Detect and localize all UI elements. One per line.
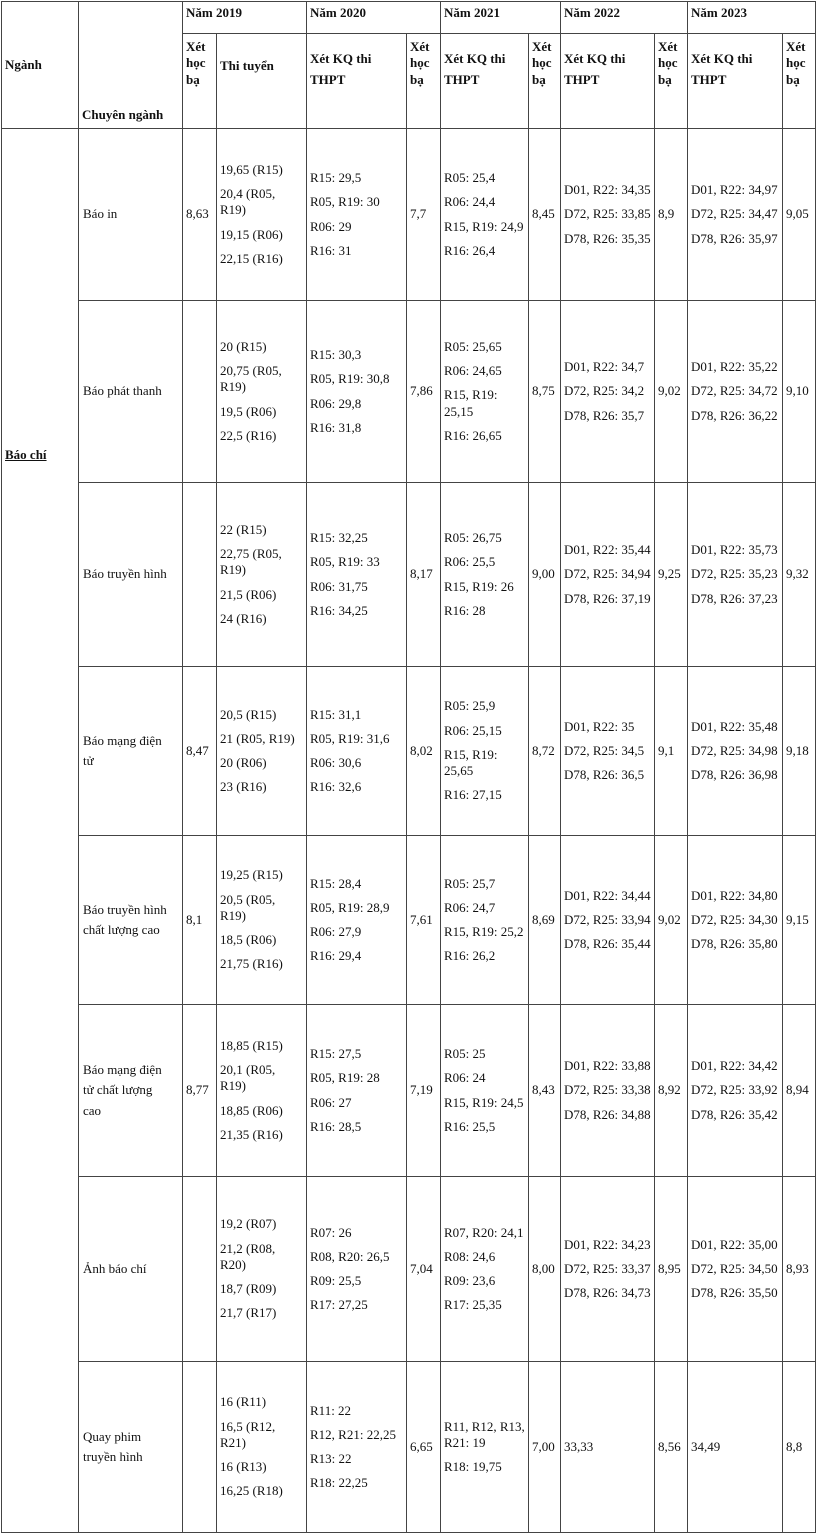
hoc-ba-2023: 8,8	[783, 1362, 816, 1533]
kq-thpt-2023-line: 34,49	[691, 1438, 721, 1454]
hoc-ba-2022: 8,56	[655, 1362, 688, 1533]
kq-thpt-2020-line: R15: 28,4	[310, 875, 362, 891]
hoc-ba-2021: 7,00	[529, 1362, 561, 1533]
kq-thpt-2022-line: D01, R22: 34,35	[564, 182, 651, 198]
header-xet-hoc-ba-line: bạ	[532, 71, 546, 87]
header-year-2020: Năm 2020	[307, 2, 441, 34]
kq-thpt-2023-line: D78, R26: 36,98	[691, 767, 778, 783]
header-xet-hoc-ba	[783, 34, 816, 129]
kq-thpt-2021-line: R15, R19: 24,9	[444, 218, 524, 234]
hoc-ba-2023: 9,18	[783, 667, 816, 836]
kq-thpt-2023-line: D01, R22: 35,73	[691, 542, 778, 558]
kq-thpt-2021-line: R07, R20: 24,1	[444, 1224, 524, 1240]
kq-thpt-2021-line: R16: 27,15	[444, 787, 502, 803]
kq-thpt-2021	[441, 483, 529, 667]
header-xet-kq-line: THPT	[444, 72, 480, 88]
kq-thpt-2023-line: D78, R26: 35,42	[691, 1106, 778, 1122]
kq-thpt-2021	[441, 129, 529, 301]
thi-tuyen-2019-line: 20,5 (R05, R19)	[220, 891, 276, 923]
chuyen-nganh-name	[79, 1362, 183, 1533]
chuyen-nganh-name-line: tử	[83, 753, 94, 768]
kq-thpt-2021-line: R06: 24	[444, 1070, 486, 1086]
hoc-ba-2023: 9,32	[783, 483, 816, 667]
kq-thpt-2020	[307, 836, 407, 1005]
header-xet-kq-thpt	[441, 34, 529, 129]
thi-tuyen-2019-line: 24 (R16)	[220, 610, 267, 626]
thi-tuyen-2019-line: 21,7 (R17)	[220, 1305, 277, 1321]
kq-thpt-2021-line: R09: 23,6	[444, 1273, 496, 1288]
hoc-ba-2020: 6,65	[407, 1362, 441, 1533]
kq-thpt-2021-line: R06: 24,4	[444, 194, 496, 210]
header-chuyen-nganh: Chuyên ngành	[79, 2, 183, 129]
chuyen-nganh-name	[79, 301, 183, 483]
header-xet-hoc-ba-line: Xét	[786, 39, 806, 54]
header-xet-hoc-ba-line: học	[186, 55, 206, 71]
thi-tuyen-2019-line: 21,35 (R16)	[220, 1126, 283, 1142]
kq-thpt-2020-line: R18: 22,25	[310, 1475, 368, 1491]
kq-thpt-2021	[441, 301, 529, 483]
header-xet-kq-thpt	[307, 34, 407, 129]
thi-tuyen-2019-line: 22,5 (R16)	[220, 427, 277, 443]
kq-thpt-2020-line: R05, R19: 30	[310, 194, 380, 210]
kq-thpt-2022-line: D01, R22: 34,44	[564, 887, 651, 903]
thi-tuyen-2019-line: 16,25 (R18)	[220, 1483, 283, 1499]
kq-thpt-2020-line: R12, R21: 22,25	[310, 1426, 396, 1442]
chuyen-nganh-name-line: Báo mạng điện	[83, 1062, 162, 1078]
kq-thpt-2022	[561, 667, 655, 836]
hoc-ba-2020: 7,04	[407, 1177, 441, 1362]
table-row	[2, 129, 816, 301]
kq-thpt-2022	[561, 129, 655, 301]
kq-thpt-2021-line: R05: 25,65	[444, 338, 502, 354]
header-year-2022: Năm 2022	[561, 2, 688, 34]
kq-thpt-2022-line: D01, R22: 33,88	[564, 1058, 651, 1074]
kq-thpt-2021-line: R05: 25,4	[444, 170, 496, 185]
thi-tuyen-2019-line: 19,65 (R15)	[220, 161, 283, 177]
thi-tuyen-2019-line: 19,2 (R07)	[220, 1216, 277, 1232]
header-xet-hoc-ba-line: Xét	[186, 39, 206, 54]
kq-thpt-2023	[688, 667, 783, 836]
chuyen-nganh-name-line: Báo truyền hình	[83, 901, 167, 917]
header-xet-kq-line: THPT	[310, 72, 346, 88]
thi-tuyen-2019-line: 21,75 (R16)	[220, 956, 283, 972]
thi-tuyen-2019-line: 16 (R13)	[220, 1459, 267, 1475]
hoc-ba-2021: 9,00	[529, 483, 561, 667]
thi-tuyen-2019-line: 18,5 (R06)	[220, 932, 277, 948]
header-xet-hoc-ba-line: Xét	[410, 39, 430, 54]
header-year-2021: Năm 2021	[441, 2, 561, 34]
kq-thpt-2021-line: R15, R19: 24,5	[444, 1094, 524, 1110]
kq-thpt-2022	[561, 1177, 655, 1362]
kq-thpt-2021-line: R16: 26,4	[444, 242, 496, 258]
kq-thpt-2023-line: D01, R22: 35,00	[691, 1236, 778, 1252]
kq-thpt-2020-line: R15: 31,1	[310, 706, 362, 722]
thi-tuyen-2019-line: 22,75 (R05, R19)	[220, 546, 282, 578]
kq-thpt-2023-line: D78, R26: 37,23	[691, 590, 778, 606]
kq-thpt-2021-line: R06: 25,5	[444, 554, 496, 570]
thi-tuyen-2019-line: 21,2 (R08, R20)	[220, 1240, 276, 1272]
thi-tuyen-2019-line: 20,1 (R05, R19)	[220, 1062, 276, 1094]
thi-tuyen-2019-line: 16,5 (R12, R21)	[220, 1418, 276, 1450]
header-xet-hoc-ba	[183, 34, 217, 129]
header-xet-hoc-ba-line: bạ	[186, 71, 200, 87]
hoc-ba-2019	[183, 301, 217, 483]
kq-thpt-2022-line: D72, R25: 33,37	[564, 1260, 651, 1276]
thi-tuyen-2019	[217, 667, 307, 836]
header-xet-hoc-ba	[407, 34, 441, 129]
kq-thpt-2023-line: D01, R22: 35,22	[691, 359, 778, 375]
kq-thpt-2021-line: R16: 26,2	[444, 948, 496, 964]
chuyen-nganh-name-line: Báo phát thanh	[83, 383, 162, 399]
kq-thpt-2021	[441, 667, 529, 836]
thi-tuyen-2019-line: 18,85 (R15)	[220, 1037, 283, 1053]
thi-tuyen-2019-line: 21 (R05, R19)	[220, 730, 295, 746]
kq-thpt-2020-line: R16: 34,25	[310, 602, 368, 618]
header-year-2019: Năm 2019	[183, 2, 307, 34]
kq-thpt-2021-line: R05: 25,9	[444, 698, 496, 714]
kq-thpt-2020-line: R06: 27	[310, 1094, 352, 1110]
kq-thpt-2021-line: R16: 28	[444, 602, 486, 618]
kq-thpt-2020-line: R05, R19: 28,9	[310, 899, 390, 915]
kq-thpt-2020-line: R15: 30,3	[310, 347, 362, 362]
kq-thpt-2020	[307, 1362, 407, 1533]
kq-thpt-2021-line: R08: 24,6	[444, 1248, 496, 1264]
thi-tuyen-2019-line: 19,25 (R15)	[220, 867, 283, 883]
thi-tuyen-2019-line: 22 (R15)	[220, 521, 267, 537]
kq-thpt-2020	[307, 129, 407, 301]
chuyen-nganh-name-line: tử chất lượng	[83, 1082, 153, 1098]
thi-tuyen-2019	[217, 1362, 307, 1533]
hoc-ba-2020: 7,19	[407, 1005, 441, 1177]
kq-thpt-2020-line: R15: 29,5	[310, 170, 362, 185]
kq-thpt-2023-line: D01, R22: 35,48	[691, 718, 778, 734]
kq-thpt-2021-line: R16: 25,5	[444, 1118, 496, 1134]
kq-thpt-2021-line: R17: 25,35	[444, 1297, 502, 1313]
header-xet-hoc-ba-line: Xét	[658, 39, 678, 54]
kq-thpt-2020-line: R15: 32,25	[310, 530, 368, 545]
kq-thpt-2021-line: R15, R19: 25,65	[444, 746, 498, 779]
kq-thpt-2023-line: D01, R22: 34,80	[691, 887, 778, 903]
header-xet-kq-line: Xét KQ thi	[564, 51, 626, 66]
hoc-ba-2022: 9,25	[655, 483, 688, 667]
kq-thpt-2021-line: R15, R19: 25,15	[444, 387, 498, 419]
thi-tuyen-2019	[217, 129, 307, 301]
hoc-ba-2019	[183, 1177, 217, 1362]
hoc-ba-2019	[183, 483, 217, 667]
kq-thpt-2020	[307, 1177, 407, 1362]
kq-thpt-2023	[688, 483, 783, 667]
kq-thpt-2021-line: R05: 25,7	[444, 875, 496, 891]
chuyen-nganh-name-line: chất lượng cao	[83, 922, 160, 937]
kq-thpt-2021	[441, 836, 529, 1005]
kq-thpt-2023-line: D78, R26: 35,50	[691, 1285, 778, 1301]
kq-thpt-2021-line: R06: 24,65	[444, 363, 502, 379]
chuyen-nganh-name	[79, 667, 183, 836]
thi-tuyen-2019-line: 19,5 (R06)	[220, 403, 277, 419]
chuyen-nganh-name	[79, 483, 183, 667]
kq-thpt-2020-line: R11: 22	[310, 1402, 352, 1418]
thi-tuyen-2019	[217, 1005, 307, 1177]
thi-tuyen-2019	[217, 1177, 307, 1362]
kq-thpt-2020-line: R06: 29,8	[310, 395, 362, 411]
kq-thpt-2020-line: R16: 28,5	[310, 1118, 362, 1134]
header-xet-kq-line: Xét KQ thi	[310, 51, 372, 66]
kq-thpt-2023-line: D72, R25: 34,47	[691, 206, 778, 222]
kq-thpt-2022-line: 33,33	[564, 1438, 594, 1454]
kq-thpt-2022-line: D72, R25: 33,38	[564, 1082, 651, 1098]
kq-thpt-2020-line: R07: 26	[310, 1224, 352, 1240]
hoc-ba-2021: 8,00	[529, 1177, 561, 1362]
table-row	[2, 1177, 816, 1362]
kq-thpt-2022	[561, 301, 655, 483]
kq-thpt-2021-line: R06: 24,7	[444, 899, 496, 915]
kq-thpt-2020	[307, 301, 407, 483]
chuyen-nganh-name-line: cao	[83, 1102, 102, 1118]
chuyen-nganh-name	[79, 1177, 183, 1362]
header-xet-hoc-ba-line: bạ	[658, 71, 672, 87]
admission-score-table	[1, 1, 816, 1533]
kq-thpt-2022	[561, 1005, 655, 1177]
kq-thpt-2023-line: D78, R26: 35,97	[691, 230, 778, 246]
kq-thpt-2020-line: R05, R19: 28	[310, 1070, 380, 1086]
kq-thpt-2020-line: R15: 27,5	[310, 1046, 362, 1061]
thi-tuyen-2019-line: 20 (R06)	[220, 755, 267, 770]
kq-thpt-2020-line: R16: 29,4	[310, 948, 362, 964]
chuyen-nganh-name-line: Báo mạng điện	[83, 732, 162, 748]
hoc-ba-2019	[183, 1362, 217, 1533]
kq-thpt-2022-line: D78, R26: 37,19	[564, 590, 651, 606]
chuyen-nganh-name-line: truyền hình	[83, 1449, 143, 1464]
thi-tuyen-2019	[217, 301, 307, 483]
kq-thpt-2023-line: D72, R25: 34,98	[691, 742, 778, 758]
kq-thpt-2023-line: D72, R25: 34,72	[691, 383, 778, 399]
kq-thpt-2021-line: R15, R19: 26	[444, 578, 514, 594]
kq-thpt-2021-line: R11, R12, R13, R21: 19	[444, 1418, 525, 1450]
nganh-bao-chi: Báo chí	[2, 129, 79, 1533]
thi-tuyen-2019-line: 22,15 (R16)	[220, 250, 283, 266]
chuyen-nganh-name-line: Quay phim	[83, 1428, 142, 1444]
thi-tuyen-2019-line: 16 (R11)	[220, 1394, 267, 1410]
table-row	[2, 301, 816, 483]
kq-thpt-2020-line: R05, R19: 33	[310, 554, 380, 570]
kq-thpt-2020-line: R06: 30,6	[310, 755, 362, 770]
hoc-ba-2023: 8,93	[783, 1177, 816, 1362]
kq-thpt-2022-line: D78, R26: 35,7	[564, 407, 645, 423]
kq-thpt-2020-line: R16: 31	[310, 242, 352, 258]
kq-thpt-2021-line: R06: 25,15	[444, 722, 502, 738]
hoc-ba-2019: 8,77	[183, 1005, 217, 1177]
header-xet-hoc-ba-line: học	[658, 55, 678, 71]
header-xet-hoc-ba-line: học	[410, 55, 430, 71]
hoc-ba-2021: 8,72	[529, 667, 561, 836]
kq-thpt-2020-line: R09: 25,5	[310, 1273, 362, 1288]
thi-tuyen-2019-line: 20,4 (R05, R19)	[220, 186, 276, 218]
kq-thpt-2021-line: R18: 19,75	[444, 1459, 502, 1475]
kq-thpt-2022-line: D78, R26: 34,73	[564, 1285, 651, 1301]
table-row	[2, 483, 816, 667]
kq-thpt-2021	[441, 1362, 529, 1533]
kq-thpt-2022	[561, 836, 655, 1005]
hoc-ba-2022: 9,1	[655, 667, 688, 836]
hoc-ba-2022: 9,02	[655, 836, 688, 1005]
kq-thpt-2022-line: D72, R25: 33,94	[564, 911, 651, 927]
header-xet-hoc-ba-line: học	[532, 55, 552, 71]
hoc-ba-2021: 8,45	[529, 129, 561, 301]
thi-tuyen-2019-line: 18,7 (R09)	[220, 1281, 277, 1297]
thi-tuyen-2019-line: 20 (R15)	[220, 338, 267, 354]
chuyen-nganh-name	[79, 129, 183, 301]
header-xet-hoc-ba	[529, 34, 561, 129]
table-row	[2, 1362, 816, 1533]
hoc-ba-2023: 8,94	[783, 1005, 816, 1177]
kq-thpt-2023-line: D72, R25: 34,30	[691, 911, 778, 927]
kq-thpt-2022-line: D01, R22: 35,44	[564, 542, 651, 558]
header-xet-kq-thpt	[688, 34, 783, 129]
kq-thpt-2020-line: R05, R19: 30,8	[310, 371, 390, 387]
header-nganh: Ngành	[2, 2, 79, 129]
chuyen-nganh-name-line: Ảnh báo chí	[83, 1260, 147, 1276]
thi-tuyen-2019	[217, 483, 307, 667]
hoc-ba-2020: 8,02	[407, 667, 441, 836]
header-xet-hoc-ba	[655, 34, 688, 129]
chuyen-nganh-name-line: Báo in	[83, 206, 118, 222]
hoc-ba-2019: 8,1	[183, 836, 217, 1005]
kq-thpt-2020	[307, 483, 407, 667]
kq-thpt-2021	[441, 1177, 529, 1362]
kq-thpt-2020-line: R08, R20: 26,5	[310, 1248, 390, 1264]
hoc-ba-2019: 8,63	[183, 129, 217, 301]
kq-thpt-2022-line: D78, R26: 36,5	[564, 767, 645, 783]
table-row	[2, 667, 816, 836]
kq-thpt-2020	[307, 667, 407, 836]
kq-thpt-2021-line: R05: 25	[444, 1046, 486, 1061]
kq-thpt-2022-line: D01, R22: 34,7	[564, 359, 645, 375]
thi-tuyen-2019-line: 20,5 (R15)	[220, 706, 277, 722]
table-row	[2, 1005, 816, 1177]
header-xet-kq-line: THPT	[564, 72, 600, 88]
hoc-ba-2023: 9,10	[783, 301, 816, 483]
kq-thpt-2022-line: D72, R25: 34,2	[564, 383, 645, 399]
kq-thpt-2020-line: R06: 27,9	[310, 924, 362, 939]
kq-thpt-2021-line: R15, R19: 25,2	[444, 924, 524, 939]
header-xet-kq-line: THPT	[691, 72, 727, 88]
table-row	[2, 836, 816, 1005]
hoc-ba-2020: 8,17	[407, 483, 441, 667]
chuyen-nganh-name	[79, 1005, 183, 1177]
kq-thpt-2023-line: D78, R26: 36,22	[691, 407, 778, 423]
hoc-ba-2022: 8,92	[655, 1005, 688, 1177]
kq-thpt-2020-line: R06: 31,75	[310, 578, 368, 594]
kq-thpt-2020-line: R05, R19: 31,6	[310, 730, 390, 746]
thi-tuyen-2019-line: 21,5 (R06)	[220, 586, 277, 602]
kq-thpt-2023-line: D01, R22: 34,97	[691, 182, 778, 198]
kq-thpt-2020-line: R16: 31,8	[310, 419, 362, 435]
hoc-ba-2023: 9,05	[783, 129, 816, 301]
kq-thpt-2020-line: R13: 22	[310, 1451, 352, 1466]
kq-thpt-2023	[688, 1362, 783, 1533]
kq-thpt-2020-line: R06: 29	[310, 218, 352, 234]
kq-thpt-2023-line: D01, R22: 34,42	[691, 1058, 778, 1074]
kq-thpt-2021-line: R16: 26,65	[444, 427, 502, 443]
hoc-ba-2022: 8,9	[655, 129, 688, 301]
kq-thpt-2022-line: D01, R22: 34,23	[564, 1236, 651, 1252]
kq-thpt-2023-line: D72, R25: 35,23	[691, 566, 778, 582]
header-year-2023: Năm 2023	[688, 2, 816, 34]
kq-thpt-2021-line: R05: 26,75	[444, 530, 502, 545]
header-xet-kq-thpt	[561, 34, 655, 129]
kq-thpt-2023-line: D78, R26: 35,80	[691, 936, 778, 952]
header-xet-hoc-ba-line: bạ	[786, 71, 800, 87]
kq-thpt-2022-line: D78, R26: 34,88	[564, 1106, 651, 1122]
header-xet-hoc-ba-line: học	[786, 55, 806, 71]
hoc-ba-2021: 8,75	[529, 301, 561, 483]
kq-thpt-2023	[688, 301, 783, 483]
chuyen-nganh-name-line: Báo truyền hình	[83, 566, 167, 582]
kq-thpt-2022-line: D78, R26: 35,35	[564, 230, 651, 246]
hoc-ba-2020: 7,7	[407, 129, 441, 301]
kq-thpt-2022-line: D78, R26: 35,44	[564, 936, 651, 952]
hoc-ba-2020: 7,61	[407, 836, 441, 1005]
header-xet-kq-line: Xét KQ thi	[444, 51, 506, 66]
kq-thpt-2022	[561, 483, 655, 667]
kq-thpt-2023	[688, 1177, 783, 1362]
kq-thpt-2022-line: D01, R22: 35	[564, 718, 635, 734]
hoc-ba-2022: 8,95	[655, 1177, 688, 1362]
header-xet-kq-line: Xét KQ thi	[691, 51, 753, 66]
thi-tuyen-2019-line: 23 (R16)	[220, 779, 267, 795]
thi-tuyen-2019-line: 19,15 (R06)	[220, 226, 283, 242]
kq-thpt-2022-line: D72, R25: 33,85	[564, 206, 651, 222]
header-xet-hoc-ba-line: bạ	[410, 71, 424, 87]
hoc-ba-2019: 8,47	[183, 667, 217, 836]
hoc-ba-2020: 7,86	[407, 301, 441, 483]
hoc-ba-2023: 9,15	[783, 836, 816, 1005]
hoc-ba-2021: 8,43	[529, 1005, 561, 1177]
kq-thpt-2023	[688, 129, 783, 301]
kq-thpt-2022-line: D72, R25: 34,5	[564, 742, 645, 758]
kq-thpt-2022	[561, 1362, 655, 1533]
kq-thpt-2020	[307, 1005, 407, 1177]
thi-tuyen-2019-line: 20,75 (R05, R19)	[220, 363, 282, 395]
header-xet-hoc-ba-line: Xét	[532, 39, 552, 54]
kq-thpt-2023	[688, 1005, 783, 1177]
header-thi-tuyen: Thi tuyển	[217, 34, 307, 129]
kq-thpt-2021	[441, 1005, 529, 1177]
hoc-ba-2021: 8,69	[529, 836, 561, 1005]
kq-thpt-2023-line: D72, R25: 33,92	[691, 1082, 778, 1098]
kq-thpt-2023-line: D72, R25: 34,50	[691, 1260, 778, 1276]
thi-tuyen-2019	[217, 836, 307, 1005]
thi-tuyen-2019-line: 18,85 (R06)	[220, 1102, 283, 1118]
hoc-ba-2022: 9,02	[655, 301, 688, 483]
kq-thpt-2022-line: D72, R25: 34,94	[564, 566, 651, 582]
kq-thpt-2023	[688, 836, 783, 1005]
chuyen-nganh-name	[79, 836, 183, 1005]
kq-thpt-2020-line: R16: 32,6	[310, 779, 362, 795]
kq-thpt-2020-line: R17: 27,25	[310, 1297, 368, 1313]
